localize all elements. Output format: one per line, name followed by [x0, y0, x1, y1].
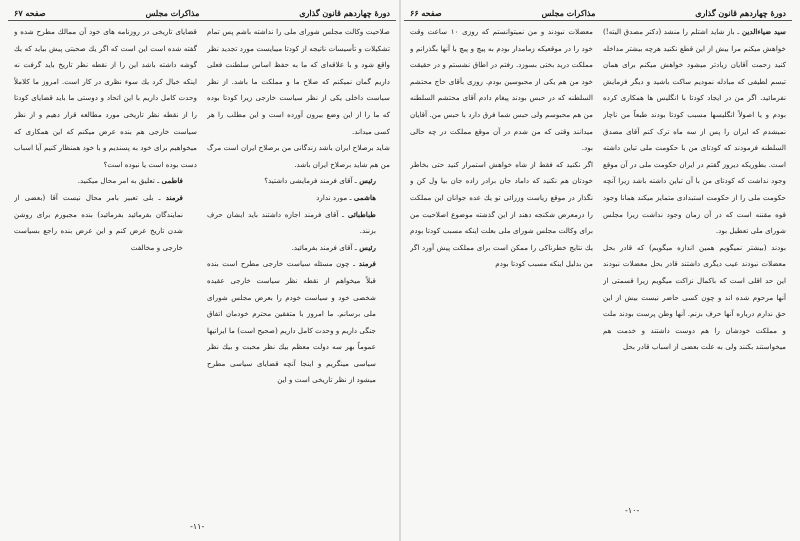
paragraph: قضایای تاریخی در روزنامه های خود آن ممالك مطرح شده و گفته شده است این است که اگر یك صحبتی پیش بیاید که یك گوشه داشته باشد این را از نقطه نظر تاریخ باید گرفت نه اینکه خیال کرد یك سوء نظری در کار است. امروز ما کلاملاً وحدت کامل داریم با این اتحاد و دوستی ما باید قضایای کودتا را از نقطه نظر تاریخی مورد مطالعه قرار دهیم و از نظر سیاست خارجی هم بنده عرض میکنم که این همکاری که میخواهیم برای خود به پسندیم و با خود همنظار کنیم آیا اسباب دست بوده است یا نبوده است؟	[14, 27, 197, 169]
speaker-name: فرمند	[165, 192, 183, 202]
speaker-name: فرمند	[358, 259, 376, 269]
paragraph: معضلات نبودند و من نمیتوانستم که روزی ۱۰ ساعت وقت خود را در موقعیکه زمامدار بودم به پیچ و پیچ با آنها بگذرانم و مملکت درید بختی بسوزد. رفتم در اطاق نشستم و در حقیقت خود من هم یکی از محبوسین بودم. روزی بآقای حاج محتشم السلطنه که در حبس بودند پیغام دادم آقای محتشم السلطنه من هم محبوسم ولی حبس شما فرق دارد با حبس من. آقایان میدانند وقتی که من شدم در آن موقع مملکت در چه حالی بود.	[410, 27, 593, 153]
speaker-line: طباطبائی ـ آقای فرمند اجازه داشتند باید ایشان حرف بزنند.	[207, 209, 376, 236]
speaker-line: فرمند ـ چون مسئله سیاست خارجی مطرح است بنده قبلاً میخواهم از نقطه نظر سیاست خارجی عقیده شخصی خود و سیاست خودم را بعرض مجلس شورای ملی برسانم. ما امروز با متفقین محترم خودمان اتفاق جنگی داریم و وحدت کامل داریم (صحیح است) ما ایرانیها عموماً بهر سه دولت معظم بیك نظر محبت و بیك نظر سیاسی مینگریم و اینجا آنچه قضایای سیاسی مطرح میشود از نظر تاریخی است و این	[207, 259, 376, 385]
column-left	[410, 24, 593, 512]
speaker-line: فرمند ـ بلی تعبیر بامر محال نیست آقا (بعضی از نمایندگان بفرمائید بفرمائید) بنده مجبورم برای روشن شدن تاریخ عرض کنم و این عرض بنده راجع بسیاست خارجی و مخالفت	[14, 192, 183, 252]
page-header	[404, 4, 792, 21]
text-columns	[404, 21, 792, 509]
speaker-line: سید ضیاءالدین ـ باز شاید اشتلم را منشد (دکتر مصدق الیته!) خواهش میکنم مرا بیش از این قطع نکنید هرچه بیشتر مداخله کنید زحمت آقایان زیادتر میشود خواهش میکنم برای همان تبسم لطیفی که مبادله نمودیم ساکت باشید و دیگر فرمایش نفرمائید. اگر من در ایجاد کودتا با انگلیس ها همکاری کرده بودم و یا اصولاً انگلیسها مسبب کودتا بودند طبعاً من ناچار نمیشدم که ایران را پس از سه ماه ترک کنم آقای مصدق السلطنه فرمودند که کودتای من با حکومت ملی تباین داشته است. بطوریکه دیروز گفتم در ایران حکومت ملی در آن موقع وجود نداشت که کودتای من با آن تباین داشته باشد زیرا آنچه حکومت ملی را از حکومت استبدادی متمایز میکند همانا وجود قوه مقننه است که در آن زمان وجود نداشت زیرا مجلس شورای ملی تعطیل بود.	[603, 27, 786, 236]
column-left	[14, 24, 197, 512]
volume-title: دورهٔ چهاردهم قانون گذاری	[695, 8, 786, 18]
column-right	[603, 24, 786, 512]
speaker-name: هاشمی	[353, 192, 376, 202]
text-columns	[8, 21, 396, 509]
page-gutter	[400, 0, 401, 541]
column-right	[207, 24, 390, 512]
speaker-name: رئیس	[359, 176, 376, 186]
speaker-line: رئیس ـ آقای فرمند فرمایشی داشتید؟	[264, 176, 376, 186]
speaker-name: فاطمی	[161, 176, 183, 186]
paragraph: صلاحیت وکالت مجلس شورای ملی را نداشته باشم پس تمام تشکیلات و تأسیسات ناتیجه از کودتا میبایست مورد تجدید نظر واقع شود و با علاقه‌ای که ما به حفظ اساس سلطنت فعلی داریم گمان نمیکنم که صلاح ما و مملکت ما باشد. از نظر سیاست داخلی یکی از نظر سیاست خارجی زیرا کودتا بوده که ما را از این وضع بیرون آورده است و این مطلب را هر کسی میداند.	[207, 27, 390, 136]
folio-number: -۱۰-	[625, 506, 640, 515]
running-title: مذاکرات مجلس	[541, 8, 596, 18]
speaker-name: رئیس	[359, 242, 376, 252]
speaker-line: رئیس ـ آقای فرمند بفرمائید.	[291, 242, 376, 252]
page-66	[400, 0, 800, 541]
speaker-name: سید ضیاءالدین	[741, 27, 786, 36]
paragraph: اگر نکنید که فقط از شاه خواهش استمرار کنید حتی بخاطر خودتان هم نکنید که داماد جان برادر زاده جان بیا ول کن و نگذار در موقع ریاست وزرائی تو یك عده جوانان این مملکت را درمعرض شکنجه دهند از این گذشته موضوع اصلاحیت من برای وکالت مجلس شورای ملی بعلت اینکه مسبب کودتا بودم یك نتایج خطرناکی را ممکن است برای مملکت پیش آورد اگر من بدلیل اینکه مسبب کودتا بودم	[410, 159, 593, 269]
paragraph: شاید برصلاح ایران باشد زندگانی من برصلاح ایران است مرگ من هم شاید برصلاح ایران باشد.	[207, 143, 390, 169]
page-header	[8, 4, 396, 21]
running-title: مذاکرات مجلس	[145, 8, 200, 18]
page-number: صفحه ۶۷	[14, 8, 46, 18]
folio-number: -۱۱-	[190, 522, 205, 531]
speaker-line: هاشمی ـ مورد ندارد	[316, 192, 376, 202]
speaker-name: طباطبائی	[347, 209, 376, 219]
volume-title: دورهٔ چهاردهم قانون گذاری	[299, 8, 390, 18]
page-number: صفحه ۶۶	[410, 8, 442, 18]
paragraph: بودند (بیشتر نمیگویم همین اندازه میگویم) که قادر بحل معضلات نبودند عیب دیگری داشتند قادر بحل معضلات نبودند این حد اقلی است که باکمال نزاکت میگویم زیرا قسمتی از آنها مرحوم شده اند و چون کسی حاضر نیست بیش از این حق ندارم درباره آنها حرف بزنم. آنها وطن پرست بودند ملت و مملکت خودشان را هم دوست داشتند و خدمت هم میخواستند بکنند ولی به علت بعضی از اسباب قادر بحل	[603, 242, 786, 352]
speaker-line: فاطمی ـ تعلیق به امر محال میکنید.	[77, 176, 183, 186]
